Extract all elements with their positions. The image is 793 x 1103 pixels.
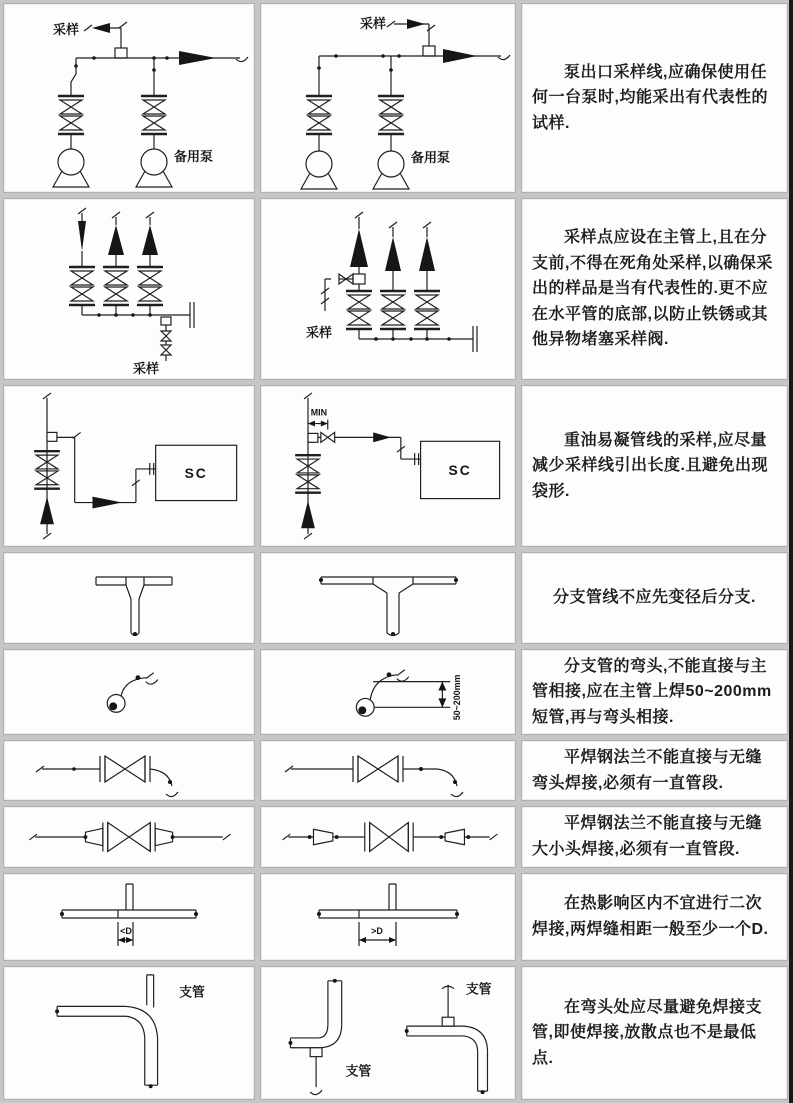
branch-stub: [389, 884, 396, 910]
branch-2: [380, 222, 406, 339]
pump-outlet-sampling-diagram-a: [4, 4, 254, 192]
weld-far-enough-diagram: [261, 874, 515, 960]
branch-pipe-label: 支管: [345, 1063, 372, 1079]
flow-arrow-icon: [92, 497, 122, 509]
row5-note-cell: [521, 649, 788, 735]
flow-arrow-icon: [443, 49, 477, 63]
block-valve-icon: [306, 96, 332, 134]
sub-diagram-a: [289, 979, 372, 1095]
heavy-oil-sampling-diagram-a: [4, 386, 254, 546]
sample-line: [318, 432, 421, 465]
flow-arrow-icon: [92, 23, 110, 33]
flow-arrow-icon: [373, 432, 391, 442]
row1-diagram-right-cell: [260, 3, 516, 193]
sample-tap: [115, 48, 127, 58]
flow-arrow-icon: [78, 221, 86, 251]
block-valve-icon: [141, 96, 167, 134]
row2-note-cell: [521, 198, 788, 380]
row4-diagram-left-cell: [3, 552, 255, 644]
flange-reducer-direct-diagram: [4, 807, 254, 867]
note-text-6: 平焊钢法兰不能直接与无缝弯头焊接,必须有一直管段.: [532, 748, 763, 792]
small-valve-icon: [321, 432, 335, 442]
row7-diagram-left-cell: [3, 806, 255, 868]
pump-branch-2: [373, 56, 409, 189]
stub-dimension: [373, 682, 450, 708]
flow-arrow-icon: [108, 225, 124, 255]
flow-arrow-icon: [385, 237, 401, 271]
reducer-before-branch-diagram: [4, 553, 254, 643]
block-valve-icon: [380, 291, 406, 329]
note-text-1: 泵出口采样线,应确保使用任何一台泵时,均能采出有代表性的试样.: [532, 63, 768, 132]
small-valve-icon: [161, 345, 171, 355]
row9-diagram-left-cell: [3, 966, 255, 1100]
flow-arrow-icon: [301, 501, 315, 529]
reducer-icon: [85, 828, 102, 845]
block-valve-icon: [103, 267, 129, 305]
sub-diagram-b: [405, 982, 492, 1094]
row4-diagram-right-cell: [260, 552, 516, 644]
row8-diagram-right-cell: [260, 873, 516, 961]
flanged-valve-icon: [365, 822, 413, 851]
flow-arrow-icon: [407, 19, 425, 29]
weld-too-close-diagram: [4, 874, 254, 960]
row3-note-cell: [521, 385, 788, 547]
flange-straight-elbow-diagram: [261, 741, 515, 800]
backup-pump-label: 备用泵: [174, 149, 214, 164]
elbow-pipe: [464, 1026, 488, 1052]
block-valve-icon: [346, 291, 372, 329]
branch-off-straight-run-diagrams: [261, 967, 515, 1099]
reducer-icon: [313, 829, 332, 844]
small-valve-icon: [161, 331, 171, 341]
reducer-icon: [445, 829, 464, 844]
flange-straight-reducer-diagram: [261, 807, 515, 867]
row2-diagram-right-cell: [260, 198, 516, 380]
note-text-5: 分支管的弯头,不能直接与主管相接,应在主管上焊50~200mm短管,再与弯头相接.: [532, 657, 772, 726]
pump-icon: [301, 151, 337, 189]
row6-note-cell: [521, 740, 788, 801]
min-dimension: [308, 420, 328, 430]
flow-arrow-icon: [419, 237, 435, 271]
block-valve-icon: [414, 291, 440, 329]
sample-drop: [161, 317, 171, 361]
branch-stub: [310, 1048, 322, 1057]
branch-stub: [147, 975, 154, 1008]
flange-elbow-direct-diagram: [4, 741, 254, 800]
sample-tap: [161, 317, 171, 325]
sample-tap: [423, 46, 435, 56]
block-valve-icon: [58, 96, 84, 134]
branch-pipe-label: 支管: [465, 981, 492, 997]
sample-tap: [353, 274, 365, 284]
sample-takeoff: [321, 274, 365, 311]
row9-diagram-right-cell: [260, 966, 516, 1100]
main-pipe-section: [107, 694, 125, 712]
row7-diagram-right-cell: [260, 806, 516, 868]
row3-diagram-left-cell: [3, 385, 255, 547]
sc-label: SC: [184, 464, 208, 481]
pump-branch-2: [136, 58, 172, 187]
branch-3: [137, 212, 163, 315]
flange-icon: [190, 302, 194, 328]
note-text-7: 平焊钢法兰不能直接与无缝大小头焊接,必须有一直管段.: [532, 815, 763, 858]
header-sampling-diagram-a: [4, 199, 254, 379]
elbow-pipe: [126, 1006, 158, 1038]
row8-note-cell: [521, 873, 788, 961]
row7-note-cell: [521, 806, 788, 868]
branch-1: [69, 208, 95, 315]
note-text-8: 在热影响区内不宜进行二次焊接,两焊缝相距一般至少一个D.: [532, 895, 769, 938]
pump-icon: [136, 149, 172, 187]
branch-stub: [442, 1017, 454, 1026]
min-label: MIN: [310, 407, 328, 418]
row6-diagram-left-cell: [3, 740, 255, 801]
pump-outlet-sampling-diagram-b: [261, 4, 515, 192]
flow-arrow-icon: [142, 225, 158, 255]
sample-tap: [47, 432, 57, 441]
row1-note-cell: [521, 3, 788, 193]
block-valve-icon: [69, 267, 95, 305]
sample-label: 采样: [359, 16, 387, 31]
flange-icon: [473, 326, 477, 352]
pump-branch-1: [53, 58, 89, 187]
row4-note-cell: [521, 552, 788, 644]
pump-icon: [373, 151, 409, 189]
sample-label: 采样: [305, 325, 333, 340]
elbow-pipe: [318, 1024, 342, 1048]
flanged-valve-icon: [100, 756, 150, 782]
branch-stub: [126, 884, 133, 910]
sample-label: 采样: [132, 361, 160, 376]
row3-diagram-right-cell: [260, 385, 516, 547]
gap-label: <D: [120, 926, 132, 936]
row2-diagram-left-cell: [3, 198, 255, 380]
flow-arrow-icon: [350, 229, 368, 267]
sc-label: SC: [448, 461, 472, 478]
elbow-direct-on-main-diagram: [4, 650, 254, 734]
branch-3: [414, 222, 440, 339]
heavy-oil-sampling-diagram-b: [261, 386, 515, 546]
pump-branch-1: [301, 56, 337, 189]
row9-note-cell: [521, 966, 788, 1100]
sample-tap: [308, 433, 318, 442]
flow-arrow-icon: [40, 497, 54, 525]
branch-pipe-label: 支管: [179, 984, 205, 1000]
note-text-4: 分支管线不应先变径后分支.: [553, 589, 756, 607]
sample-line: [57, 432, 156, 508]
block-valve-icon: [137, 267, 163, 305]
block-valve-icon: [378, 96, 404, 134]
flanged-valve-icon: [353, 756, 403, 782]
header-sampling-diagram-b: [261, 199, 515, 379]
branch-before-reducer-diagram: [261, 553, 515, 643]
elbow-with-stub-diagram: [261, 650, 515, 734]
pump-icon: [53, 149, 89, 187]
note-text-3: 重油易凝管线的采样,应尽量减少采样线引出长度.且避免出现袋形.: [532, 431, 768, 500]
row5-diagram-left-cell: [3, 649, 255, 735]
sample-label: 采样: [52, 22, 80, 37]
row5-diagram-right-cell: [260, 649, 516, 735]
note-text-2: 采样点应设在主管上,且在分支前,不得在死角处采样,以确保采出的样品是当有代表性的.更不应在水平管的底部,以防止铁锈或其他异物堵塞采样阀.: [532, 229, 773, 349]
flanged-valve-icon: [103, 822, 155, 851]
row6-diagram-right-cell: [260, 740, 516, 801]
branch-2: [103, 212, 129, 315]
reducer-icon: [155, 828, 172, 845]
note-text-9: 在弯头处应尽量避免焊接支管,即使焊接,放散点也不是最低点.: [532, 998, 763, 1067]
main-pipe-section: [356, 698, 374, 716]
stub-length-label: 50~200mm: [452, 674, 463, 721]
gap-label: >D: [371, 926, 383, 936]
flow-arrow-icon: [179, 51, 216, 65]
row1-diagram-left-cell: [3, 3, 255, 193]
branch-on-elbow-diagram: [4, 967, 254, 1099]
row8-diagram-left-cell: [3, 873, 255, 961]
backup-pump-label: 备用泵: [411, 150, 451, 165]
